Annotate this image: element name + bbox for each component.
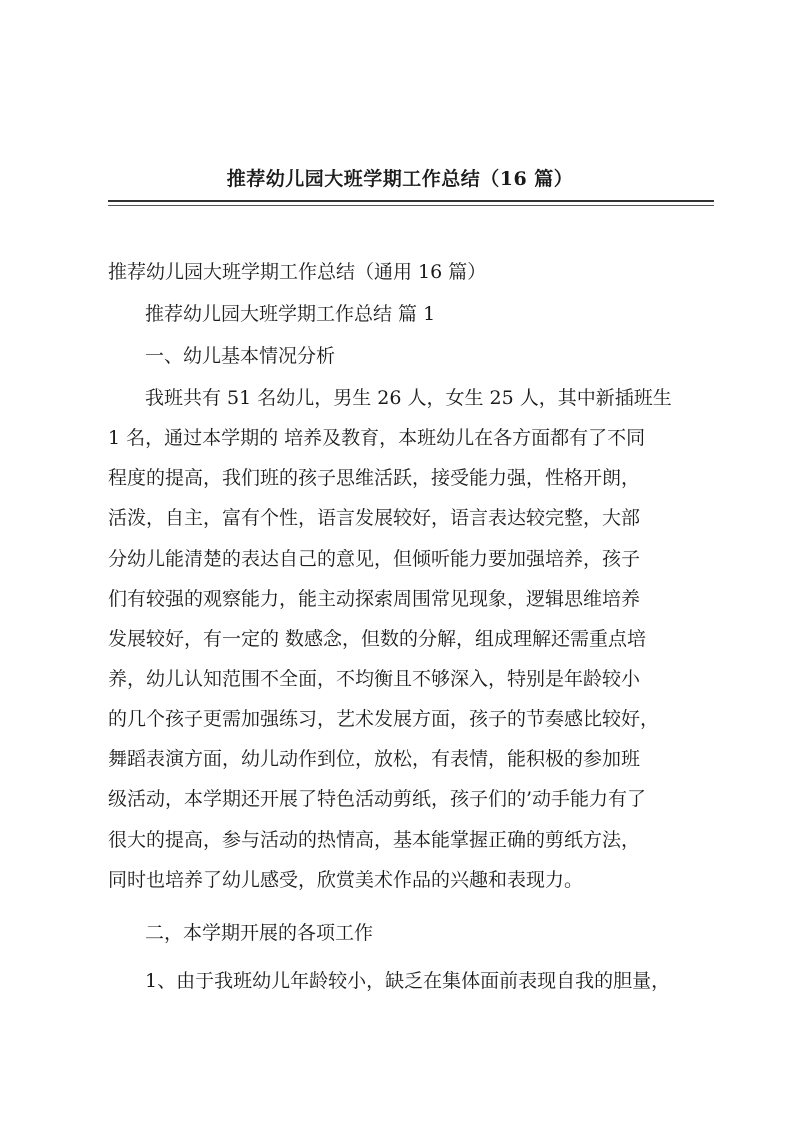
title-underline-thick (108, 200, 714, 202)
paragraph-line: 养，幼儿认知范围不全面，不均衡且不够深入，特别是年龄较小 (108, 668, 641, 690)
paragraph-line: 活泼，自主，富有个性，语言发展较好，语言表达较完整，大部 (108, 507, 641, 529)
paragraph-line: 同时也培养了幼儿感受，欣赏美术作品的兴趣和表现力。 (108, 869, 584, 891)
paragraph-line: 程度的提高，我们班的孩子思维活跃，接受能力强，性格开朗， (108, 467, 641, 489)
paragraph-line: 我班共有 51 名幼儿，男生 26 人，女生 25 人，其中新插班生 (145, 387, 672, 409)
document-subtitle: 推荐幼儿园大班学期工作总结（通用 16 篇） (108, 261, 487, 283)
title-underline-thin (108, 205, 714, 206)
section-heading-2: 二，本学期开展的各项工作 (145, 922, 374, 944)
section-heading-1: 一、幼儿基本情况分析 (145, 345, 336, 367)
paragraph-line: 的几个孩子更需加强练习，艺术发展方面，孩子的节奏感比较好， (108, 708, 660, 730)
document-title: 推荐幼儿园大班学期工作总结（16 篇） (226, 168, 574, 190)
paragraph-line: 们有较强的观察能力，能主动探索周围常见现象，逻辑思维培养 (108, 588, 641, 610)
article-heading: 推荐幼儿园大班学期工作总结 篇 1 (145, 303, 436, 325)
paragraph-line: 很大的提高，参与活动的热情高，基本能掌握正确的剪纸方法， (108, 829, 641, 851)
paragraph-line: 发展较好，有一定的 数感念，但数的分解，组成理解还需重点培 (108, 628, 647, 650)
paragraph-2-line: 1、由于我班幼儿年龄较小，缺乏在集体面前表现自我的胆量， (145, 970, 671, 992)
paragraph-line: 分幼儿能清楚的表达自己的意见，但倾听能力要加强培养，孩子 (108, 548, 641, 570)
paragraph-line: 1 名，通过本学期的 培养及教育，本班幼儿在各方面都有了不同 (108, 427, 646, 449)
paragraph-line: 级活动，本学期还开展了特色活动剪纸，孩子们的’动手能力有了 (108, 788, 647, 810)
paragraph-line: 舞蹈表演方面，幼儿动作到位，放松，有表情，能积极的参加班 (108, 748, 641, 770)
